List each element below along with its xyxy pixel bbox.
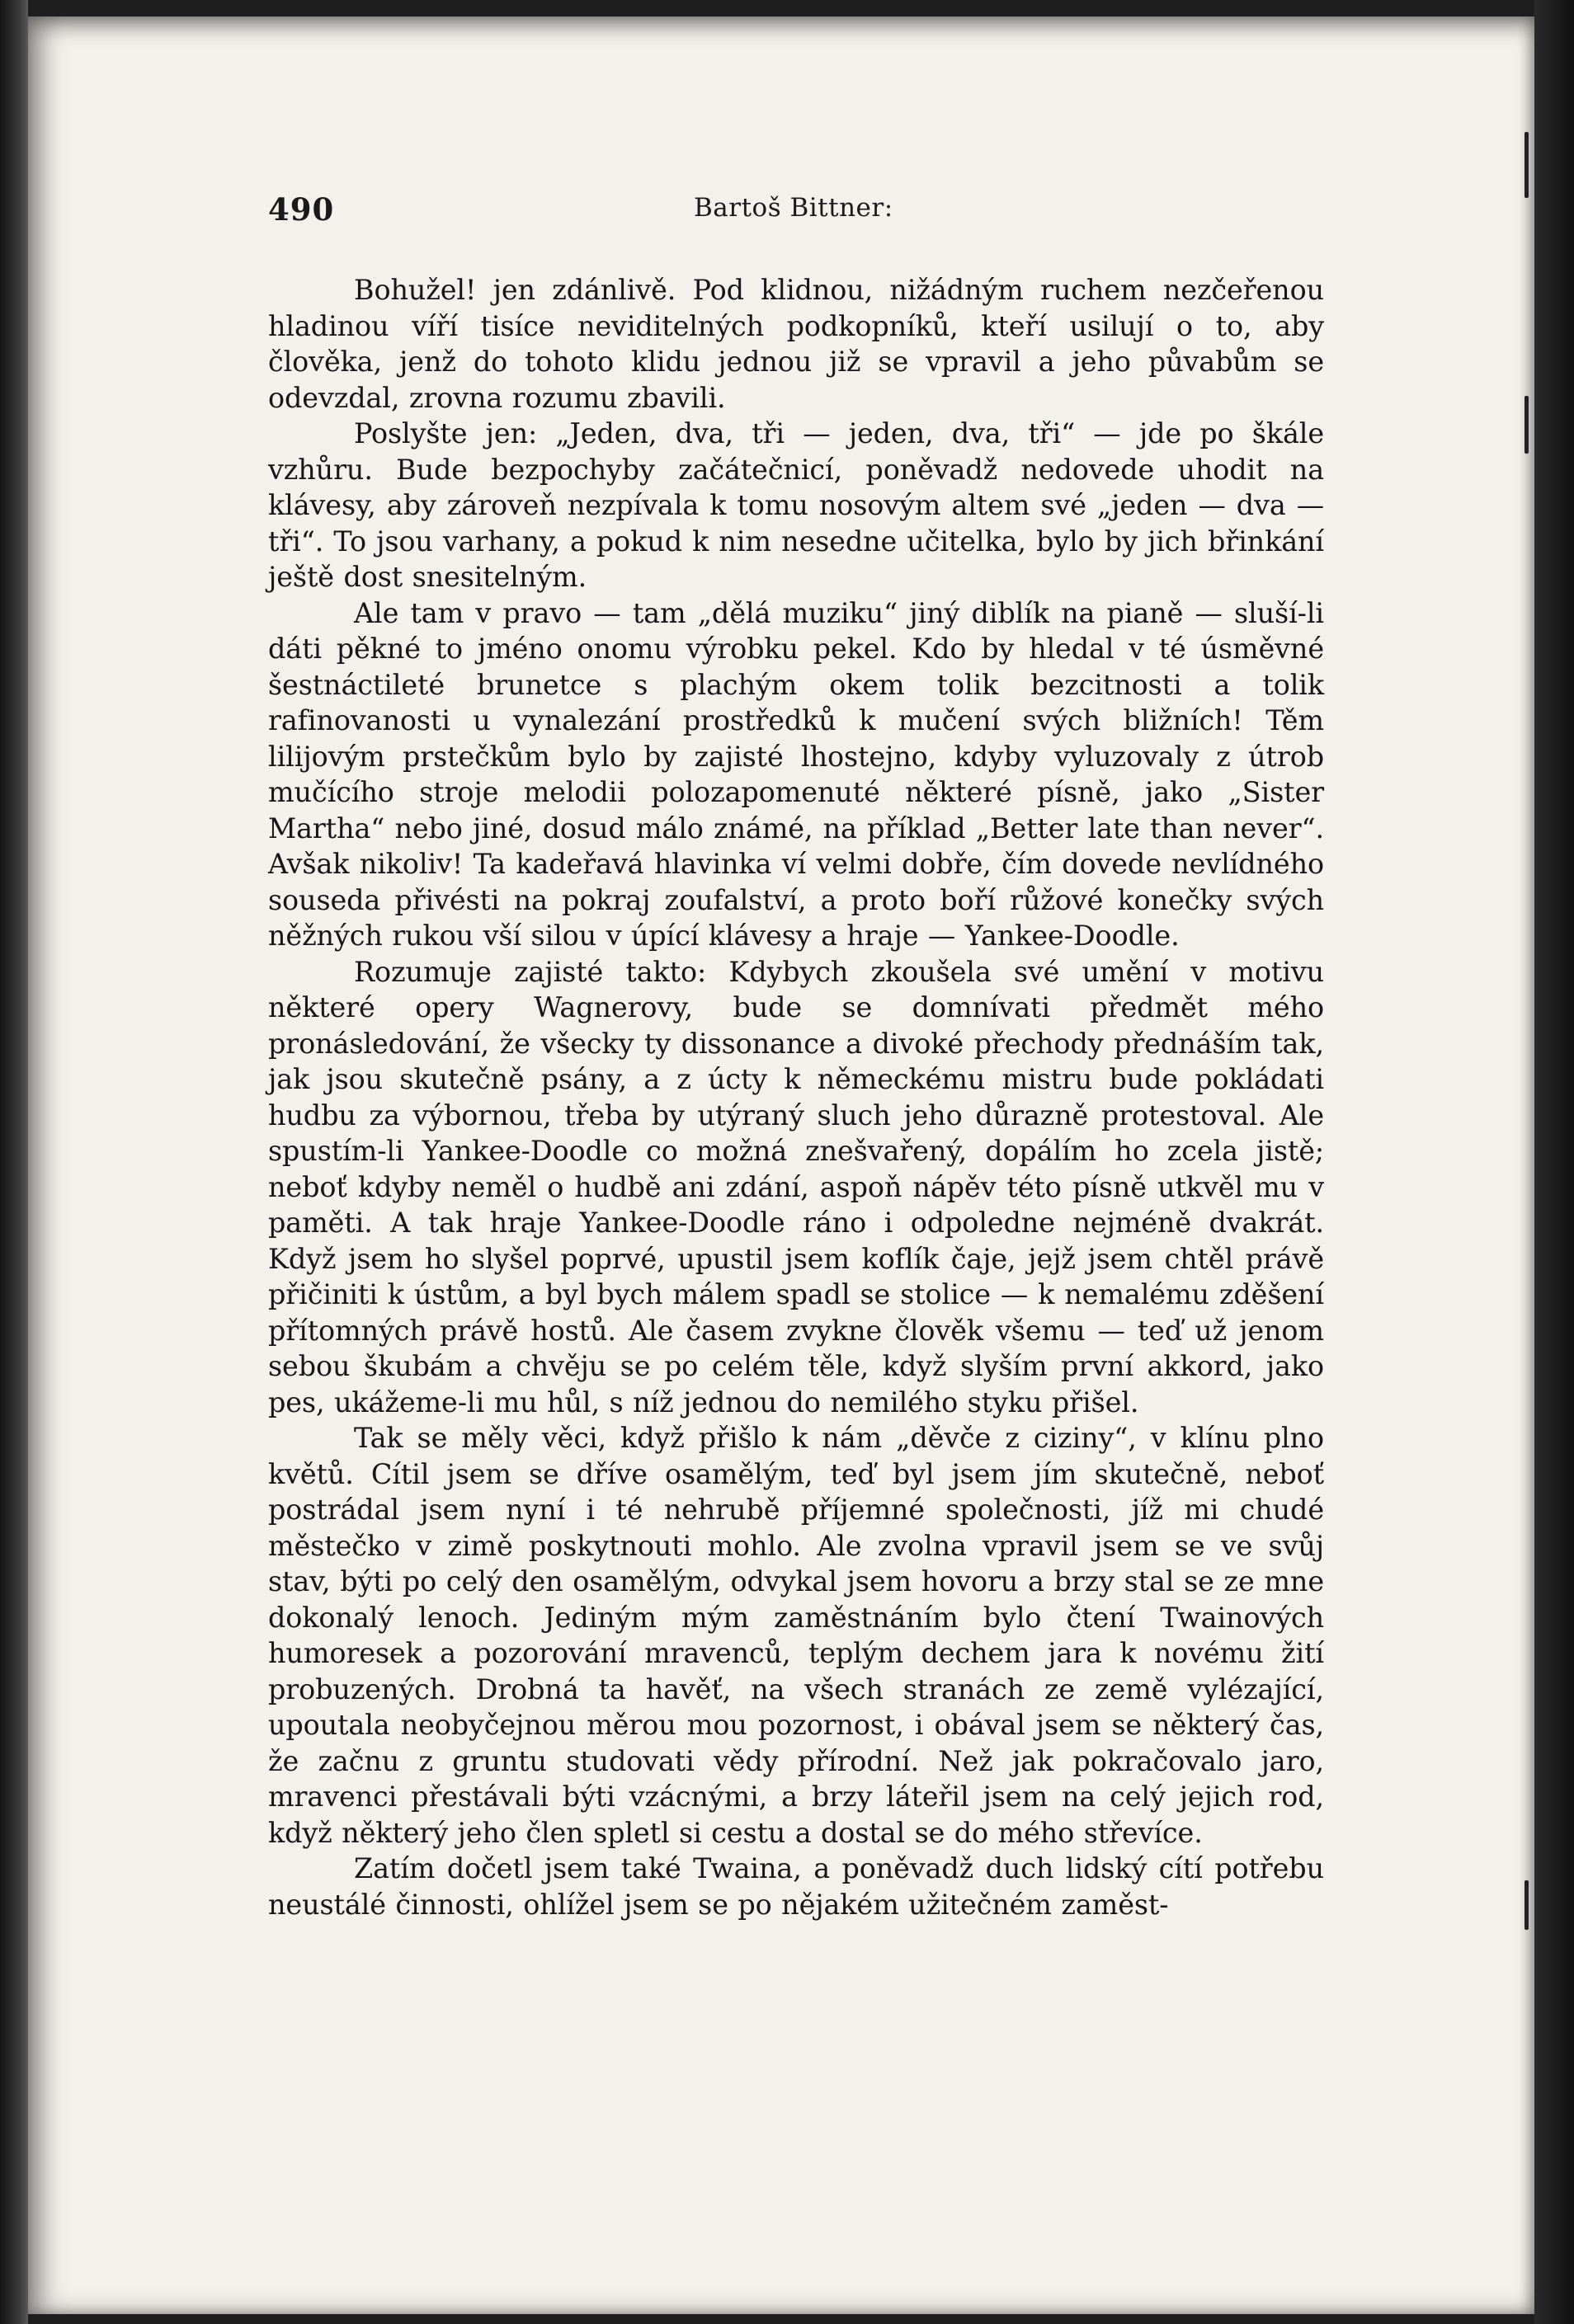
running-head: Bartoš Bittner: — [694, 193, 893, 223]
gutter-mark — [1525, 1880, 1529, 1930]
body-text — [268, 272, 1324, 1922]
paragraph: Tak se měly věci, když přišlo k nám „děvče z ciziny“, v klínu plno květů. Cítil jsem se dříve osamělým, teď byl jsem jím skutečně, neboť postrádal jsem nyní i té nehrubě příjemné společnosti, jíž mi chudé městečko v zimě poskytnouti mohlo. Ale zvolna vpravil jsem se ve svůj stav, býti po celý den osamělým, odvykal jsem hovoru a brzy stal se ze mne dokonalý lenoch. Jediným mým zaměstnáním bylo čtení Twainových humoresek a pozorování mravenců, teplým dechem jara k novému žití probuzených. Drobná ta havěť, na všech stranách ze země vylézající, upoutala neobyčejnou měrou mou pozornost, i obával jsem se některý čas, že začnu z gruntu studovati vědy přírodní. Než jak pokračovalo jaro, mravenci přestávali býti vzácnými, a brzy láteřil jsem na celý jejich rod, když některý jeho člen spletl si cestu a dostal se do mého střevíce. — [268, 1422, 1324, 1849]
paragraph: Bohužel! jen zdánlivě. Pod klidnou, nižádným ruchem nezčeřenou hladinou víří tisíce neviditelných podkopníků, kteří usilují o to, aby člověka, jenž do tohoto klidu jednou již se vpravil a jeho půvabům se odevzdal, zrovna rozumu zbavili. — [268, 274, 1324, 414]
gutter-mark — [1525, 132, 1529, 198]
gutter-mark — [1525, 396, 1529, 454]
paragraph: Poslyšte jen: „Jeden, dva, tři — jeden, dva, tři“ — jde po škále vzhůru. Bude bezpochyby začátečnicí, poněvadž nedovede uhodit na klávesy, aby zároveň nezpívala k tomu nosovým altem své „jeden — dva — tři“. To jsou varhany, a pokud k nim nesedne učitelka, bylo by jich břinkání ještě dost snesitelným. — [268, 417, 1324, 593]
page-number: 490 — [268, 191, 335, 228]
paragraph: Ale tam v pravo — tam „dělá muziku“ jiný diblík na pianě — sluší-li dáti pěkné to jméno onomu výrobku pekel. Kdo by hledal v té úsměvné šestnáctileté brunetce s plachým okem tolik bezcitnosti a tolik rafinovanosti u vynalezání prostředků k mučení svých bližních! Těm lilijovým prstečkům bylo by zajisté lhostejno, kdyby vyluzovaly z útrob mučícího stroje melodii polozapomenuté některé písně, jako „Sister Martha“ nebo jiné, dosud málo známé, na příklad „Better late than never“. Avšak nikoliv! Ta kadeřavá hlavinka ví velmi dobře, čím dovede nevlídného souseda přivésti na pokraj zoufalství, a proto boří růžové konečky svých něžných rukou vší silou v úpící klávesy a hraje — Yankee-Doodle. — [268, 596, 1324, 952]
scan-border-left — [0, 0, 28, 2324]
paragraph: Rozumuje zajisté takto: Kdybych zkoušela své umění v motivu některé opery Wagnerovy, bude se domnívati předmět mého pronásledování, že všecky ty dissonance a divoké přechody přednáším tak, jak jsou skutečně psány, a z úcty k německému mistru bude pokládati hudbu za výbornou, třeba by utýraný sluch jeho důrazně protestoval. Ale spustím-li Yankee-Doodle co možná znešvařený, dopálím ho zcela jistě; neboť kdyby neměl o hudbě ani zdání, aspoň nápěv této písně utkvěl mu v paměti. A tak hraje Yankee-Doodle ráno i odpoledne nejméně dvakrát. Když jsem ho slyšel poprvé, upustil jsem koflík čaje, jejž jsem chtěl právě přičiniti k ústům, a byl bych málem spadl se stolice — k nemalému zděšení přítomných právě hostů. Ale časem zvykne člověk všemu — teď už jenom sebou škubám a chvěju se po celém těle, když slyším první akkord, jako pes, ukážeme-li mu hůl, s níž jednou do nemilého styku přišel. — [268, 955, 1324, 1418]
page-header — [268, 191, 1324, 228]
paragraph: Zatím dočetl jsem také Twaina, a poněvadž duch lidský cítí potřebu neustálé činnosti, ohlížel jsem se po nějakém užitečném zaměst- — [268, 1852, 1324, 1921]
scan-border-right — [1534, 0, 1574, 2324]
